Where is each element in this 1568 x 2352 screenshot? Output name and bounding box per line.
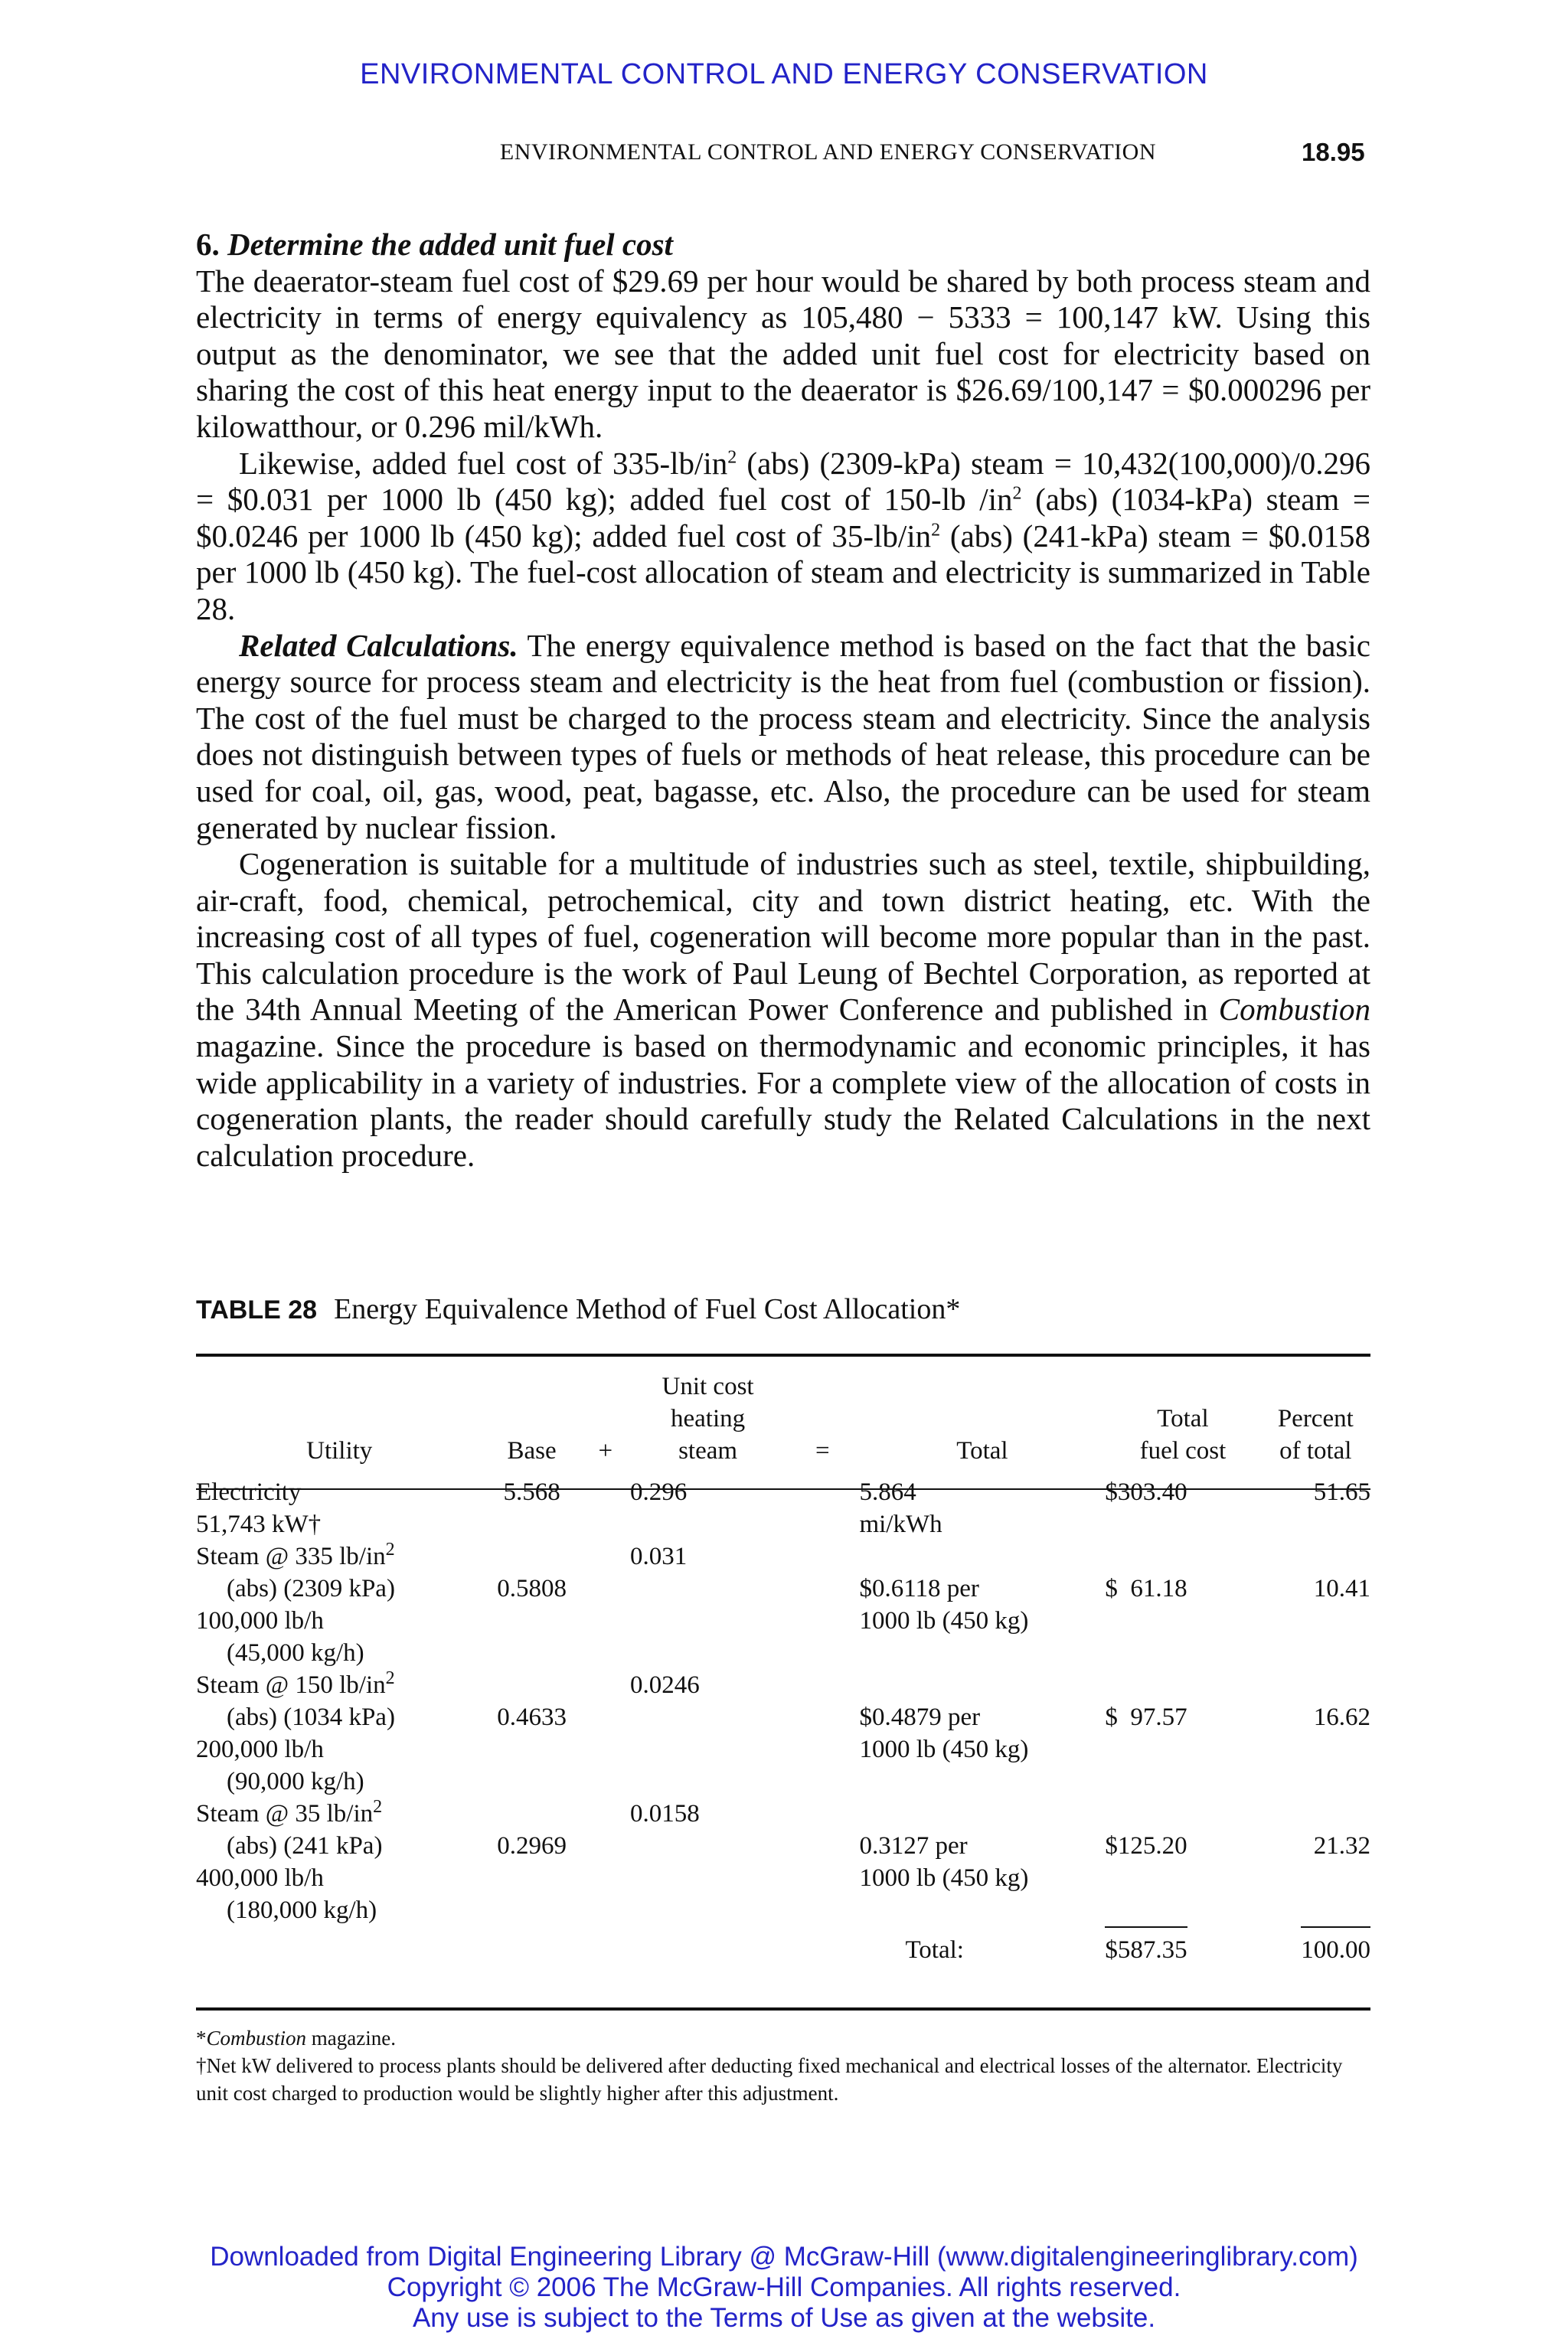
footnote-source [196, 2024, 1370, 2052]
table-bottom-rule [196, 2007, 1370, 2011]
header-unit-cost [630, 1370, 786, 1476]
total-line1: $0.4879 per [859, 1704, 981, 1731]
total-label: Total: [905, 1936, 964, 1964]
cell-utility [196, 1669, 482, 1798]
header-unit-cost-line1: Unit cost [662, 1373, 754, 1400]
paragraph-steam-costs-part4: (abs) (241-kPa) steam = $0.0158 per 1000 lb (450 kg). The fuel-cost allocation of steam and electricity is summarized in Table 28. [196, 518, 1370, 626]
utility-pressure: (abs) (1034 kPa) [227, 1704, 395, 1731]
cell-empty [581, 1540, 630, 1669]
superscript-squared: 2 [385, 1668, 395, 1688]
combustion-magazine-title: Combustion [1218, 991, 1370, 1027]
cell-unit-cost: 0.0246 [629, 1671, 700, 1699]
footer-line-download: Downloaded from Digital Engineering Library @ McGraw-Hill (www.digitalengineeringlibrary.com) [210, 2242, 1358, 2272]
cell-total [859, 1476, 1105, 1540]
step-heading [196, 227, 1370, 263]
cell-total-fuel-cost [1105, 1669, 1260, 1798]
utility-flow: 400,000 lb/h [196, 1864, 324, 1892]
total-line1: $0.6118 per [859, 1575, 979, 1602]
utility-flow-metric: (45,000 kg/h) [227, 1639, 364, 1667]
paragraph-steam-costs-part1: Likewise, added fuel cost of 335-lb/in [239, 445, 728, 481]
base-value: 0.4633 [497, 1704, 567, 1731]
header-total-fuel-cost-line2: fuel cost [1139, 1437, 1227, 1465]
table-top-rule [196, 1354, 1370, 1357]
cell-percent [1261, 1798, 1370, 1926]
header-percent-line1: Percent [1277, 1405, 1354, 1432]
superscript-squared: 2 [931, 520, 941, 541]
paragraph-related-calculations [196, 628, 1370, 847]
total-line2: mi/kWh [859, 1511, 942, 1538]
cell-total [859, 1669, 1105, 1798]
header-percent-line2: of total [1279, 1437, 1352, 1465]
fuel-cost-table [196, 1370, 1370, 1966]
header-total: Total [956, 1437, 1008, 1465]
table-caption [196, 1292, 960, 1326]
cell-empty [786, 1798, 859, 1926]
cell-unit-cost: 0.296 [629, 1478, 688, 1506]
cell-empty [786, 1476, 859, 1540]
page-number: 18.95 [1302, 138, 1365, 166]
cell-empty [786, 1540, 859, 1669]
cell-grand-total-fuel-cost [1105, 1926, 1260, 1966]
step-number: 6. [196, 227, 220, 262]
header-equals: = [815, 1437, 830, 1465]
paragraph-steam-costs-part2: (abs) (2309-kPa) steam = 10,432(100,000)/0.296 = $0.031 per 1000 lb (450 kg); added fuel cost of 150-lb /in [196, 445, 1371, 518]
superscript-squared: 2 [373, 1797, 383, 1817]
base-value: 0.5808 [497, 1575, 567, 1602]
footnote-net-kw: †Net kW delivered to process plants should be delivered after deducting fixed mechanical and electrical losses of the alternator. Electricity unit cost charged to production would be slightly higher after this adjustment. [196, 2054, 1343, 2105]
cell-base [482, 1669, 580, 1798]
table-label: TABLE 28 [196, 1295, 318, 1325]
header-percent-of-total [1261, 1370, 1370, 1476]
table-row-electricity [196, 1476, 1370, 1540]
table-row-steam-150 [196, 1669, 1370, 1798]
header-plus: + [598, 1437, 613, 1465]
cell-base [482, 1798, 580, 1926]
header-utility: Utility [306, 1437, 373, 1465]
body-text [196, 227, 1370, 1174]
header-base: Base [507, 1437, 557, 1465]
total-line2: 1000 lb (450 kg) [859, 1864, 1029, 1892]
grand-total-fuel-cost: $587.35 [1105, 1926, 1187, 1966]
step-title: Determine the added unit fuel cost [227, 227, 673, 262]
utility-name-text: Steam @ 335 lb/in [196, 1543, 386, 1570]
cell-utility [196, 1476, 482, 1540]
cell-percent: 51.65 [1313, 1478, 1370, 1506]
cell-base: 5.568 [503, 1478, 560, 1506]
utility-name [196, 1798, 482, 1830]
running-head: ENVIRONMENTAL CONTROL AND ENERGY CONSERVATION [499, 139, 1156, 165]
footnote-magazine: magazine. [306, 2027, 396, 2050]
utility-name [196, 1540, 482, 1573]
cell-empty [581, 1798, 630, 1926]
cell-empty [786, 1926, 859, 1966]
utility-pressure: (abs) (2309 kPa) [227, 1575, 395, 1602]
paragraph-steam-costs-part3: (abs) (1034-kPa) steam = $0.0246 per 1000 lb (450 kg); added fuel cost of 35-lb/in [196, 482, 1370, 554]
header-unit-cost-line2: heating [670, 1405, 746, 1432]
cell-empty [482, 1926, 580, 1966]
cell-total-label [859, 1926, 1105, 1966]
total-line1: 5.864 [859, 1478, 916, 1506]
fuel-value: $125.20 [1105, 1832, 1187, 1860]
utility-detail: 51,743 kW† [196, 1511, 322, 1538]
total-line1: 0.3127 per [859, 1832, 968, 1860]
utility-flow-metric: (90,000 kg/h) [227, 1768, 364, 1795]
paragraph-cogeneration [196, 846, 1370, 1174]
cell-percent [1261, 1669, 1370, 1798]
utility-name-text: Steam @ 150 lb/in [196, 1671, 386, 1699]
table-title: Energy Equivalence Method of Fuel Cost Allocation* [334, 1293, 961, 1325]
grand-total-percent: 100.00 [1301, 1926, 1370, 1966]
cell-utility [196, 1798, 482, 1926]
fuel-value: $ 61.18 [1105, 1575, 1187, 1602]
utility-pressure: (abs) (241 kPa) [227, 1832, 383, 1860]
total-line2: 1000 lb (450 kg) [859, 1607, 1029, 1635]
cell-empty [581, 1926, 630, 1966]
paragraph-steam-costs [196, 446, 1370, 628]
base-value: 0.2969 [497, 1832, 567, 1860]
cell-utility [196, 1540, 482, 1669]
cell-unit-cost: 0.031 [629, 1543, 688, 1570]
utility-flow: 200,000 lb/h [196, 1736, 324, 1763]
cell-total [859, 1540, 1105, 1669]
header-total-fuel-cost-line1: Total [1157, 1405, 1209, 1432]
superscript-squared: 2 [727, 446, 737, 467]
paragraph-deaerator: The deaerator-steam fuel cost of $29.69 per hour would be shared by both process steam and electricity in terms of energy equivalency as 105,480 − 5333 = 100,147 kW. Using this output as the denominator, we see that the added unit fuel cost for electricity based on sharing the cost of this heat energy input to the deaerator is $26.69/100,147 = $0.000296 per kilowatthour, or 0.296 mil/kWh. [196, 263, 1370, 444]
header-unit-cost-line3: steam [678, 1437, 738, 1465]
fuel-value: $ 97.57 [1105, 1704, 1187, 1731]
download-footer [0, 2242, 1568, 2334]
percent-value: 16.62 [1313, 1704, 1370, 1731]
superscript-squared: 2 [1012, 483, 1022, 504]
percent-value: 21.32 [1313, 1832, 1370, 1860]
footer-line-copyright: Copyright © 2006 The McGraw-Hill Companies. All rights reserved. [387, 2272, 1181, 2302]
cell-empty [630, 1926, 786, 1966]
related-calculations-heading: Related Calculations. [239, 627, 518, 663]
table-header-row [196, 1370, 1370, 1476]
cell-empty [581, 1476, 630, 1540]
cell-base [482, 1540, 580, 1669]
table-row-total [196, 1926, 1370, 1966]
cell-unit-cost: 0.0158 [629, 1800, 700, 1828]
cell-grand-total-percent [1261, 1926, 1370, 1966]
percent-value: 10.41 [1313, 1575, 1370, 1602]
cell-empty [581, 1669, 630, 1798]
cell-total-fuel-cost [1105, 1540, 1260, 1669]
utility-name [196, 1669, 482, 1701]
utility-name-text: Steam @ 35 lb/in [196, 1800, 374, 1828]
total-line2: 1000 lb (450 kg) [859, 1736, 1029, 1763]
table-footnotes [196, 2024, 1370, 2107]
footnote-combustion: Combustion [206, 2027, 307, 2050]
cell-percent [1261, 1540, 1370, 1669]
cell-empty [786, 1669, 859, 1798]
utility-name: Electricity [196, 1478, 302, 1506]
header-total-fuel-cost [1105, 1370, 1260, 1476]
footnote-mark: * [196, 2027, 207, 2050]
cell-total-fuel-cost: $303.40 [1105, 1478, 1187, 1506]
table-row-steam-35 [196, 1798, 1370, 1926]
utility-flow: 100,000 lb/h [196, 1607, 324, 1635]
utility-flow-metric: (180,000 kg/h) [227, 1896, 377, 1924]
table-row-steam-335 [196, 1540, 1370, 1669]
footer-line-terms: Any use is subject to the Terms of Use as given at the website. [412, 2303, 1156, 2333]
superscript-squared: 2 [385, 1540, 395, 1560]
cell-total [859, 1798, 1105, 1926]
cogeneration-text-part1: Cogeneration is suitable for a multitude of industries such as steel, textile, shipbuilding, air-craft, food, chemical, petrochemical, city and town district heating, etc. With the increasing cost of all types of fuel, cogeneration will become more popular than in the past. This calculation procedure is the work of Paul Leung of Bechtel Corporation, as reported at the 34th Annual Meeting of the American Power Conference and published in [196, 846, 1370, 1027]
related-calculations-text: The energy equivalence method is based on the fact that the basic energy source for process steam and electricity is the heat from fuel (combustion or fission). The cost of the fuel must be charged to the process steam and electricity. Since the analysis does not distinguish between types of fuels or methods of heat release, this procedure can be used for coal, oil, gas, wood, peat, bagasse, etc. Also, the procedure can be used for steam generated by nuclear fission. [196, 627, 1370, 845]
cell-empty [196, 1926, 482, 1966]
cell-total-fuel-cost [1105, 1798, 1260, 1926]
watermark-header: ENVIRONMENTAL CONTROL AND ENERGY CONSERVATION [360, 58, 1208, 90]
cogeneration-text-part2: magazine. Since the procedure is based on thermodynamic and economic principles, it has wide applicability in a variety of industries. For a complete view of the allocation of costs in cogeneration plants, the reader should carefully study the Related Calculations in the next calculation procedure. [196, 1028, 1370, 1173]
